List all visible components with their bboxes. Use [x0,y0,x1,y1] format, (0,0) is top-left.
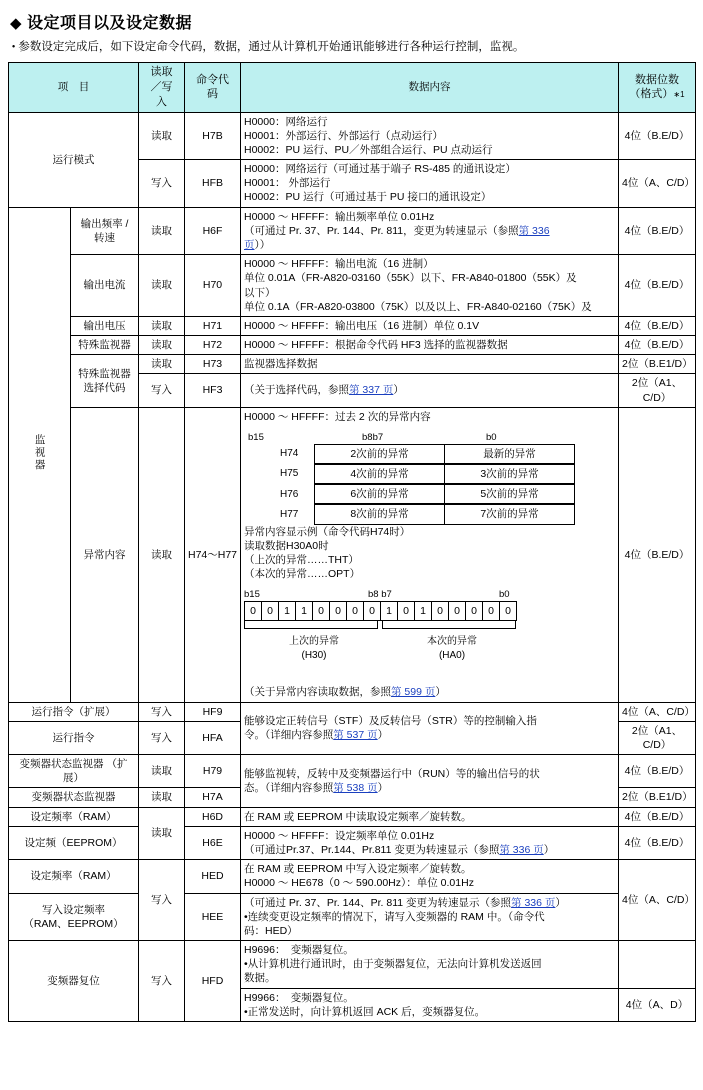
subitem-line1: 输出频率 / [80,217,129,230]
bits-cell: 4位（B.E/D） [619,316,696,335]
code-cell: H7B [185,112,241,160]
table-row [9,702,696,721]
bits-cell: 4位（B.E/D） [619,207,696,255]
row-label-inv-status: 变频器状态监视器 [9,788,139,807]
monitor-vertical-label: 监视器 [33,433,46,472]
data-line: 页）） [244,239,271,251]
page-link[interactable]: 第 336 页 [499,843,544,856]
brace-label-left: 上次的异常 (H30) [289,636,339,661]
rw-cell: 读取 [139,207,185,255]
table-row [9,255,696,317]
table-row [9,893,696,941]
code-cell: H72 [185,336,241,355]
bits-cell: 2位（B.E1/D） [619,355,696,374]
code-cell: H6E [185,826,241,859]
history-cell-right: 5次前的异常 [445,485,575,504]
code-cell: H6D [185,807,241,826]
data-cell [241,160,619,208]
data-cell [241,988,619,1021]
rw-text: 写入 [151,894,172,906]
data-cell [241,112,619,160]
data-line: H0000 ～ HFFFF：输出频率单位 0.01Hz [244,210,435,223]
history-cell-left: 6次前的异常 [315,485,445,504]
data-line: H0001： 外部运行 [244,177,331,190]
code-cell: HFA [185,721,241,754]
bit-cell-13: 0 [466,602,483,621]
code-cell: H70 [185,255,241,317]
bit-label-b0: b0 [499,589,510,601]
subitem-cell-abnormal: 异常内容 [71,407,139,702]
rw-cell: 写入 [139,702,185,721]
table-row [9,755,696,788]
abnormal-lead: H0000 ～ HFFFF：过去 2 次的异常内容 [244,410,431,423]
data-line: H9966： 变频器复位。 [244,991,354,1004]
data-line: 数据。 [244,972,276,985]
bit-cell-8: 1 [381,602,398,621]
rw-cell: 读取 [139,755,185,788]
code-cell: H74～H77 [185,407,241,702]
data-line: •连续变更设定频率的情况下，请写入变频器的 RAM 中。（命令代 [244,910,545,923]
bit-label-b15: b15 [248,431,264,443]
history-cell-left: 4次前的异常 [315,465,445,484]
table-row [9,336,696,355]
rw-cell: 读取 [139,788,185,807]
data-line: （可通过 Pr. 37、Pr. 144、Pr. 811，变更为转速显示（参照第 336 [244,224,550,237]
row-label-monitor [9,207,71,702]
data-line: H0002：PU 运行、PU／外部组合运行、PU 点动运行 [244,143,493,156]
data-line: （可通过Pr.37、Pr.144、Pr.811 变更为转速显示（参照第 336 页） [244,843,555,856]
history-code: H77 [280,508,299,520]
bit-cell-11: 0 [432,602,449,621]
header-bits-line2: （格式）∗1 [629,88,685,101]
rw-cell: 读取 [139,316,185,335]
bit-cell-7: 0 [364,602,381,621]
code-cell: HEE [185,893,241,941]
code-cell: H73 [185,355,241,374]
data-line: 以下） [244,286,276,299]
history-code: H74 [280,448,299,460]
history-row [280,464,615,484]
bits-cell: 4位（A、D） [619,988,696,1021]
bit-label-b15: b15 [244,589,260,601]
row-label-set-freq-ram: 设定频率（RAM） [9,807,139,826]
data-cell: （关于选择代码，参照第 337 页） [241,374,619,407]
header-command-code [185,63,241,113]
bits-cell: 4位（A、C/D） [619,702,696,721]
table-row [9,316,696,335]
data-cell [241,826,619,859]
row-label-write-set-freq [9,893,139,941]
row-label-line1: 写入设定频率 [42,903,105,916]
data-line: H0002：PU 运行（可通过基于 PU 接口的通讯设定） [244,191,492,204]
bit-label-b8b7: b8b7 [362,431,384,443]
example-line2: （上次的异常……THT） [244,553,359,566]
subitem-cell [71,207,139,255]
abnormal-footer: （关于异常内容读取数据，参照第 599 页） [244,686,446,699]
code-cell: H71 [185,316,241,335]
header-rw-line3: 入 [156,95,167,108]
bit-cell-4: 0 [313,602,330,621]
header-rw-line2: ／写 [150,80,173,93]
rw-cell: 读取 [139,807,185,860]
subitem-cell: 输出电压 [71,316,139,335]
example-line1: 读取数据H30A0时 [244,539,329,552]
subitem-cell [71,355,139,408]
table-row [9,112,696,160]
bit-label-b8b7: b8 b7 [368,589,392,601]
header-item: 项 目 [9,63,139,113]
subitem-line2: 选择代码 [83,381,126,394]
example-line3: （本次的异常……OPT） [244,568,361,581]
intro-paragraph [12,39,695,55]
rw-cell: 写入 [139,374,185,407]
code-cell: HED [185,860,241,893]
data-cell-abnormal [241,407,619,702]
bit-cell-10: 1 [415,602,432,621]
page-link[interactable]: 第 336 [518,224,550,237]
bits-cell: 2位（B.E1/D） [619,788,696,807]
data-line: 单位 0.01A（FR-A820-03160（55K）以下、FR-A840-01800（55K）及 [244,272,577,285]
data-cell [241,941,619,989]
row-label-set-freq-ram-write: 设定频率（RAM） [9,860,139,893]
subitem-cell: 特殊监视器 [71,336,139,355]
data-cell: H0000 ～ HFFFF：输出电压（16 进制）单位 0.1V [241,316,619,335]
bits-cell: 2位（A1、C/D） [619,721,696,754]
history-cell-right: 最新的异常 [445,444,575,463]
header-bits-line1: 数据位数 [635,73,679,86]
data-line: H0001：外部运行、外部运行（点动运行） [244,129,443,142]
page-link[interactable]: 第 538 页 [333,781,378,794]
code-cell: H6F [185,207,241,255]
bit-cell-12: 0 [449,602,466,621]
bits-cell: 4位（B.E/D） [619,807,696,826]
row-label-inv-status-ext [9,755,139,788]
bit-cell-5: 0 [330,602,347,621]
brace-left [244,621,378,629]
rw-cell: 读取 [139,407,185,702]
code-cell: HFD [185,941,241,1022]
data-line: （可通过 Pr. 37、Pr. 144、Pr. 811 变更为转速显示（参照第 336 页） [244,896,566,909]
table-row-abnormal [9,407,696,702]
history-row [280,504,615,524]
data-line: H0000 ～ HE678（0 ～ 590.00Hz）：单位 0.01Hz [244,877,474,890]
data-cell [241,702,619,755]
history-code: H75 [280,468,299,480]
row-label-text: 变频器状态监视器 （扩展） [19,758,128,785]
table-row [9,860,696,893]
page-link[interactable]: 第 337 页 [349,384,394,397]
row-label-run-cmd-ext: 运行指令（扩展） [9,702,139,721]
data-line: •从计算机进行通讯时，由于变频器复位，无法向计算机发送返回 [244,958,542,971]
data-cell [241,860,619,893]
brace-right [382,621,516,629]
page-link[interactable]: 第 537 页 [333,729,378,742]
data-line: H0000：网络运行 [244,115,328,128]
rw-cell: 写入 [139,721,185,754]
data-line: 单位 0.1A（FR-A820-03800（75K）以及以上、FR-A840-02160（75K）及 [244,300,592,313]
table-row [9,355,696,374]
table-row [9,807,696,826]
page-link[interactable]: 第 336 页 [511,896,556,909]
bits-cell [619,941,696,989]
table-row [9,826,696,859]
history-cell-left: 8次前的异常 [315,505,445,524]
data-line: 码：HED） [244,924,298,937]
header-readwrite [139,63,185,113]
header-data-content: 数据内容 [241,63,619,113]
bits-cell: 4位（B.E/D） [619,407,696,702]
data-line: 能够监视转，反转中及变频器运行中（RUN）等的输出信号的状 [244,767,540,780]
row-label-run-cmd: 运行指令 [9,721,139,754]
header-bits-sup: ∗1 [673,90,685,100]
rw-cell: 读取 [139,336,185,355]
data-line: 能够设定正转信号（STF）及反转信号（STR）等的控制输入指 [244,715,537,728]
data-cell: H0000 ～ HFFFF：根据命令代码 HF3 选择的监视器数据 [241,336,619,355]
data-line: 在 RAM 或 EEPROM 中写入设定频率／旋转数。 [244,863,472,876]
bit-label-b0: b0 [486,431,497,443]
subitem-line2: 转速 [94,231,115,244]
rw-cell: 写入 [139,160,185,208]
header-code-line2: 码 [207,88,218,101]
bit-cell-9: 0 [398,602,415,621]
bit-cell-3: 1 [296,602,313,621]
table-body [9,112,696,1021]
data-cell: 在 RAM 或 EEPROM 中读取设定频率／旋转数。 [241,807,619,826]
history-row [280,484,615,504]
bits-cell: 2位（A1、C/D） [619,374,696,407]
data-line: H0000：网络运行（可通过基于端子 RS-485 的通讯设定） [244,163,516,176]
rw-cell: 读取 [139,355,185,374]
data-cell [241,755,619,808]
row-label-line2: （RAM、EEPROM） [23,917,124,930]
code-cell: HFB [185,160,241,208]
code-cell: HF9 [185,702,241,721]
history-cell-right: 7次前的异常 [445,505,575,524]
bit-cell-0: 0 [245,602,262,621]
bit-cell-2: 1 [279,602,296,621]
rw-cell: 读取 [139,112,185,160]
code-cell: H7A [185,788,241,807]
code-cell: HF3 [185,374,241,407]
page-link[interactable]: 第 599 页 [391,686,436,699]
bits-cell: 4位（B.E/D） [619,255,696,317]
page-title-text: 设定项目以及设定数据 [27,15,193,32]
rw-cell: 读取 [139,255,185,317]
subitem-line1: 特殊监视器 [78,367,131,380]
bullet-icon: • [12,41,16,52]
history-cell-right: 3次前的异常 [445,465,575,484]
bit-cell-1: 0 [262,602,279,621]
bits-cell: 4位（A、C/D） [619,160,696,208]
subitem-cell: 输出电流 [71,255,139,317]
data-line: H9696： 变频器复位。 [244,944,354,957]
abnormal-bit-header [244,432,504,444]
brace-labels [244,635,544,661]
row-label-inverter-reset: 变频器复位 [9,941,139,1022]
bits-cell: 4位（B.E/D） [619,755,696,788]
data-line: 令。（详细内容参照第 537 页） [244,729,389,742]
history-code: H76 [280,488,299,500]
bit-values-grid [244,601,615,621]
data-cell [241,207,619,255]
data-cell [241,893,619,941]
row-label-set-freq-eeprom: 设定频（EEPROM） [9,826,139,859]
diamond-icon: ◆ [10,15,23,32]
page-title [10,10,695,33]
bit-cell-15: 0 [500,602,517,621]
row-label-run-mode: 运行模式 [9,112,139,207]
rw-cell [139,860,185,941]
table-row [9,207,696,255]
rw-cell: 写入 [139,941,185,1022]
bits-cell: 4位（B.E/D） [619,826,696,859]
bit-cell-14: 0 [483,602,500,621]
data-cell [241,255,619,317]
history-row [280,444,615,464]
settings-table [8,62,696,1022]
header-data-bits [619,63,696,113]
bits-cell: 4位（B.E/D） [619,336,696,355]
page-link[interactable]: 页 [244,239,255,251]
header-rw-line1: 读取 [150,66,173,79]
example-title: 异常内容显示例（命令代码H74时） [244,525,411,538]
data-cell: 监视器选择数据 [241,355,619,374]
bits-cell: 4位（A、C/D） [619,860,696,941]
brace-group [244,621,516,635]
data-line: 态。（详细内容参照第 538 页） [244,781,389,794]
brace-label-right: 本次的异常 (HA0) [427,636,477,661]
table-header [9,63,696,113]
bit-cell-6: 0 [347,602,364,621]
bits-cell: 4位（B.E/D） [619,112,696,160]
table-row [9,941,696,989]
data-line: •正常发送时，向计算机返回 ACK 后，变频器复位。 [244,1005,486,1018]
intro-text: 参数设定完成后，如下设定命令代码，数据，通过从计算机开始通讯能够进行各种运行控制，监视。 [18,41,525,53]
abnormal-history-diagram [280,444,615,525]
code-cell: H79 [185,755,241,788]
data-line: H0000 ～ HFFFF：设定频率单位 0.01Hz [244,829,435,842]
data-line: H0000 ～ HFFFF：输出电流（16 进制） [244,258,434,271]
bits-header [244,589,516,601]
header-code-line1: 命令代 [196,73,229,86]
history-cell-left: 2次前的异常 [315,444,445,463]
